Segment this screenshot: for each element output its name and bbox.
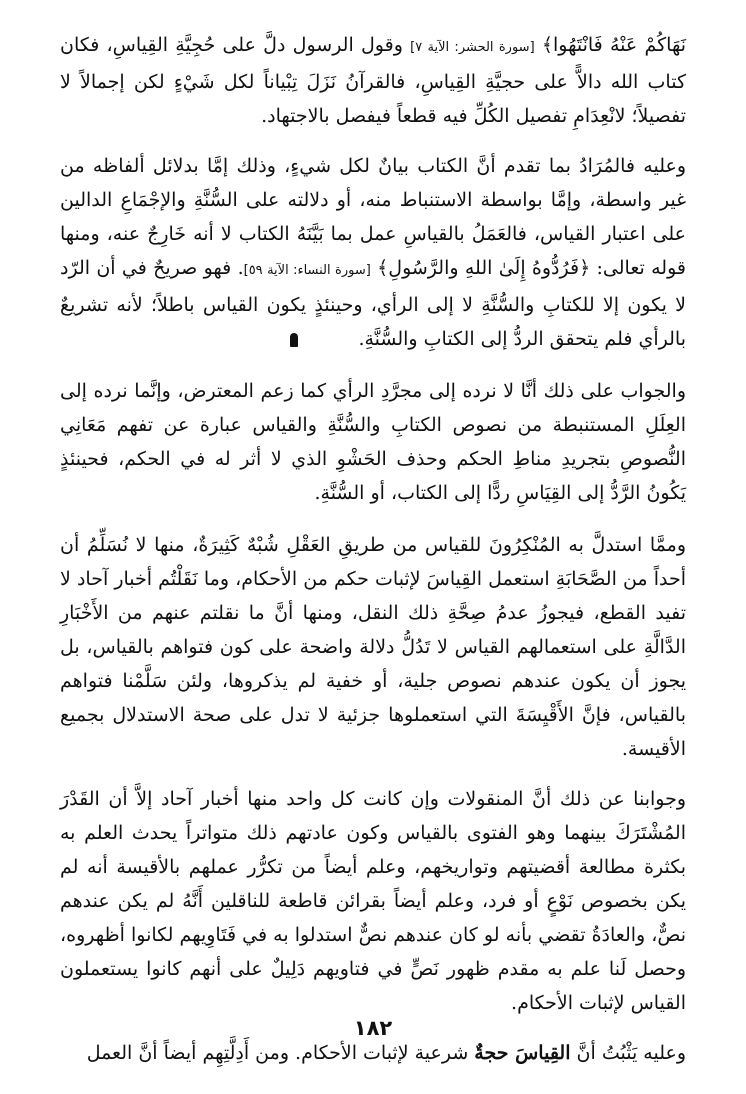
paragraph-2 [60, 149, 686, 356]
paragraph-6-text-a: وعليه يَثْبُتُ أنَّ [570, 1042, 686, 1064]
paragraph-1 [60, 28, 686, 133]
margin-marker-icon [290, 333, 298, 347]
page-number: ١٨٢ [353, 1016, 393, 1040]
paragraph-1-text: وقول الرسول دلَّ على حُجِيَّةِ القِياسِ، فكان كتاب الله دالاًّ على حجيَّةِ القِياسِ، فالقرآنُ نَزَلَ تِبْياناً لكل شَيْءٍ لكن إجمالاً لا تفصيلاً؛ لانْعِدَامِ تفصيل الكُلِّ فيه قطعاً فيفصل بالاجتهاد. [60, 34, 686, 127]
paragraph-3: والجواب على ذلك أنَّا لا نرده إلى مجرَّدِ الرأي كما زعم المعترض، وإنَّما نرده إلى العِلَلِ المستنبطة من نصوص الكتابِ والسُّنَّةِ والقياس عبارة عن تفهم مَعَانِي النُّصوصِ بتجريدِ مناطِ الحكم وحذف الحَشْوِ الذي لا أثر له في الحكم، فحينئذٍ يَكُونُ الرَّدُّ إلى القِيَاسِ ردًّا إلى الكتاب، أو السُّنَّةِ. [60, 380, 686, 504]
verse-reference-nisa: [سورة النساء: الآية ٥٩] [243, 263, 371, 278]
paragraph-5: وجوابنا عن ذلك أنَّ المنقولات وإن كانت كل واحد منها أخبار آحاد إلاَّ أن القَدْرَ المُشْتَرَكَ بينهما وهو الفتوى بالقياس وكون عادتهم ذلك متواتراً يحدث العلم به بكثرة مطالعة أقضيتهم وتواريخهم، وعلم أيضاً من تكرُّر عملهم بالأقيسة أنه لم يكن بخصوص نَوْعٍ أو فرد، وعلم أيضاً بقرائن قاطعة للناقلين أَنَّهُ لم يكن عندهم نصٌّ، والعادَةُ تقضي بأنه لو كان عندهم نصٌّ استدلوا به في فَتَاوِيهم لكانوا أظهروه، وحصل لَنا علم به مقدم ظهور نَصٍّ في فتاويهم دَلِيلٌ على أنهم كانوا يستعملون القياس لإثبات الأحكام. [60, 788, 686, 1014]
paragraph-4: وممَّا استدلَّ به المُنْكِرُونَ للقياس من طريقِ العَقْلِ شُبْهٌ كَثِيرَةٌ، منها لا نُسَلِّمُ أن أحداً من الصَّحَابَةِ استعمل القِياسَ لإثبات حكم من الأحكام، وما نَقَلْتُم أخبار آحاد لا تفيد القطع، فيجوزُ عدمُ صِحَّةِ ذلك النقل، ومنها أنَّ ما نقلتم عنهم من الأَخْبَارِ الدَّالَّةِ على استعمالهم القياس لا تَدُلُّ دلالة واضحة على كون فتواهم بالقياس، بل يجوز أن يكون عندهم نصوص جلية، أو خفية لم يذكروها، ولئن سَلَّمْنا فتواهم بالقياس، فإنَّ الأَقْيِسَةَ التي استعملوها جزئية لا تدل على صحة الاستدلال بجميع الأقيسة. [60, 534, 686, 760]
paragraph-6-text-b: شرعية لإثبات الأحكام. ومن أَدِلَّتِهِم أيضاً أنَّ العمل [86, 1042, 475, 1064]
paragraph-2-text-a: وعليه فالمُرَادُ بما تقدم أنَّ الكتاب بيانٌ لكل شيءٍ، وذلك إمَّا بدلائل ألفاظه من غير واسطة، وإمَّا بواسطة الاستنباط منه، أو دلالته على السُّنَّةِ والإجْمَاعِ الدالين على اعتبار القياس، فالعَمَلُ بالقياسِ عمل بما بَيَّنَهُ الكتاب لا أنه خَارِجٌ عنه، ومنها قوله تعالى: ﴿فَرُدُّوهُ إِلَىٰ اللهِ والرَّسُولِ﴾ [60, 155, 686, 279]
paragraph-6 [60, 1036, 686, 1070]
bold-phrase: القِياسَ حجةٌ [474, 1042, 571, 1064]
quran-verse-end: نَهَاكُمْ عَنْهُ فَانْتَهُوا﴾ [534, 34, 687, 56]
verse-reference-hashr: [سورة الحشر: الآية ٧] [410, 40, 535, 55]
paragraph-2-text-b: . فهو صريحٌ في أن الرّد لا يكون إلا للكتابِ والسُّنَّةِ لا إلى الرأي، وحينئذٍ يكون القياس باطلاً؛ لأنه تشريعٌ بالرأي فلم يتحقق الردُّ إلى الكتابِ والسُّنَّةِ. [60, 257, 686, 350]
